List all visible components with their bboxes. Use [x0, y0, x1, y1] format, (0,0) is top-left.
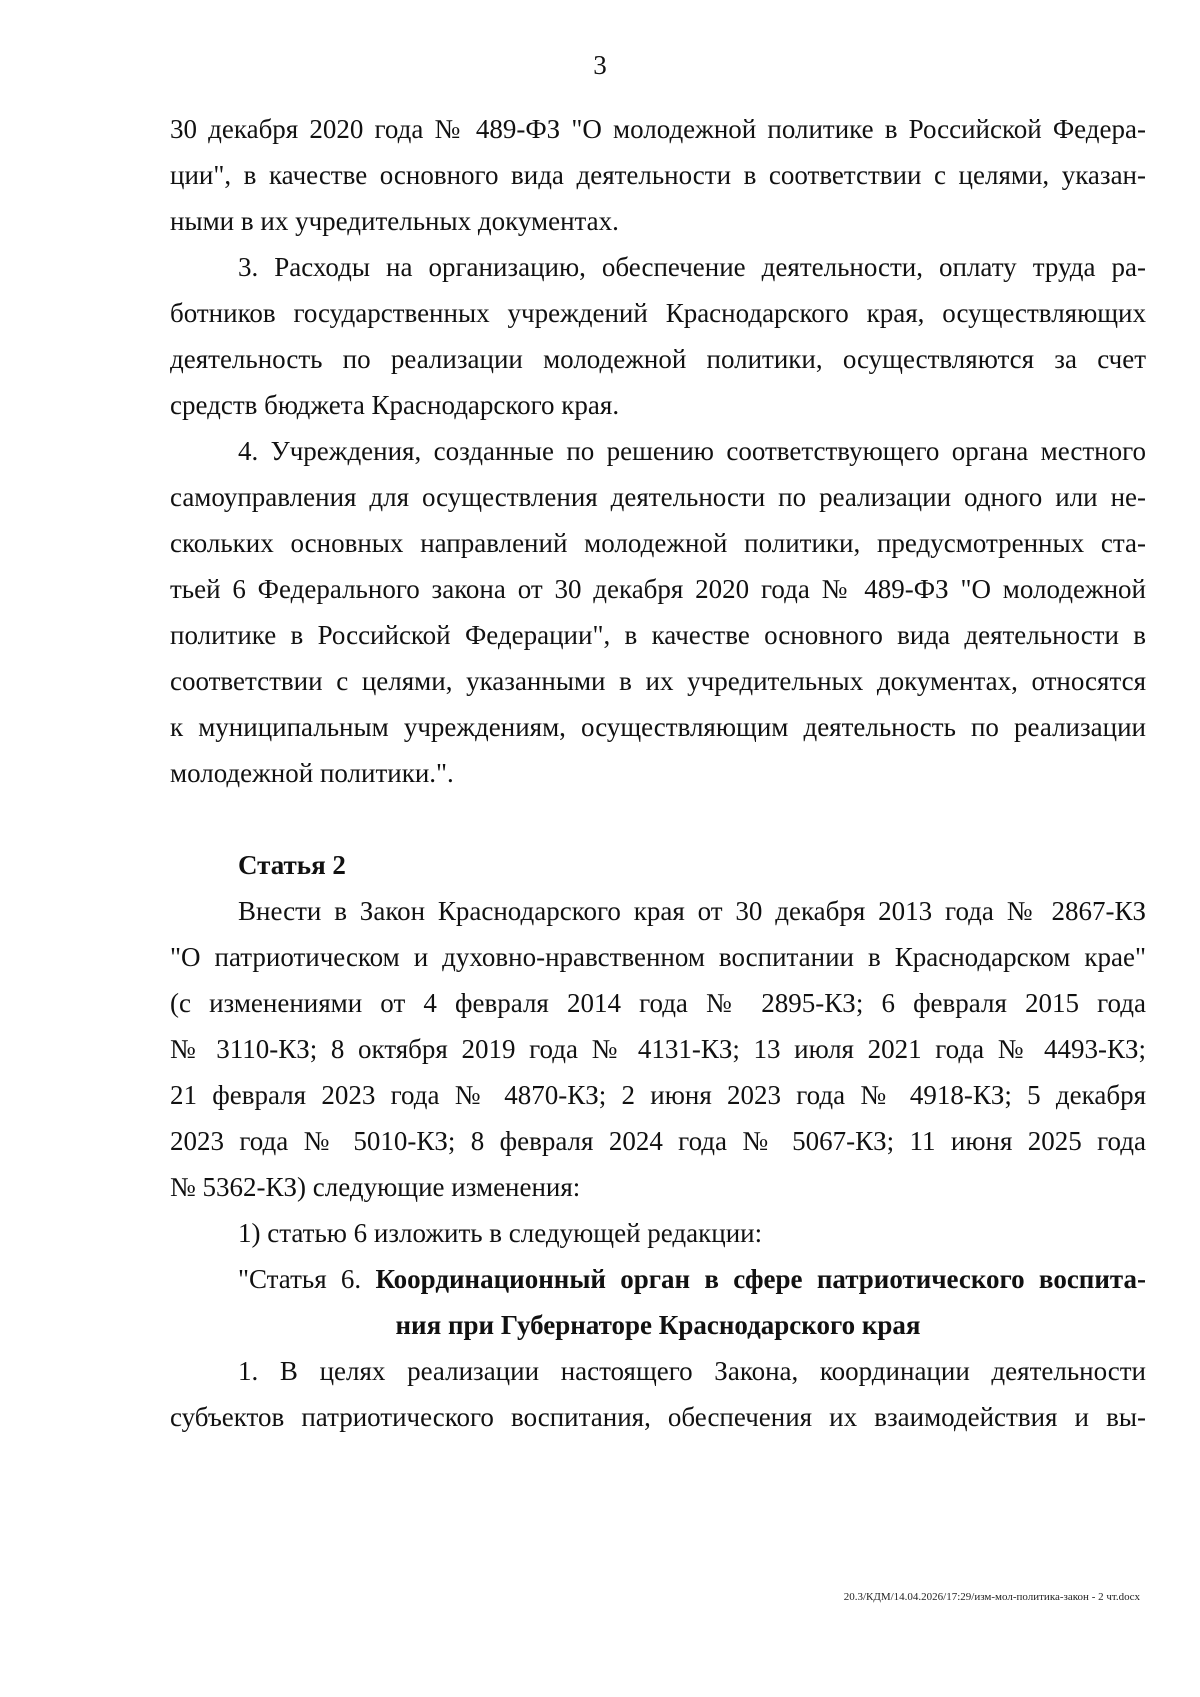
text-line: ботников государственных учреждений Краснодарского края, осуществляющих — [170, 298, 1146, 328]
text-line: тьей 6 Федерального закона от 30 декабря 2020 года № 489-ФЗ "О молодежной — [170, 574, 1146, 604]
text-line: 30 декабря 2020 года № 489-ФЗ "О молодежной политике в Российской Федера- — [170, 114, 1146, 144]
text-line: 4. Учреждения, созданные по решению соответствующего органа местного — [238, 436, 1146, 466]
text-line: 3. Расходы на организацию, обеспечение деятельности, оплату труда ра- — [238, 252, 1146, 282]
text-line: скольких основных направлений молодежной политики, предусмотренных ста- — [170, 528, 1146, 558]
page-number: 3 — [593, 50, 607, 80]
text-line: деятельность по реализации молодежной политики, осуществляются за счет — [170, 344, 1146, 374]
text-line: "О патриотическом и духовно-нравственном воспитании в Краснодарском крае" — [170, 942, 1146, 972]
article-6-heading — [238, 1261, 1146, 1297]
text-line: 21 февраля 2023 года № 4870-КЗ; 2 июня 2023 года № 4918-КЗ; 5 декабря — [170, 1080, 1146, 1110]
document-footer: 20.3/КДМ/14.04.2026/17:29/изм-мол-политика-закон - 2 чт.docx — [843, 1591, 1140, 1603]
text-line: (с изменениями от 4 февраля 2014 года № 2895-КЗ; 6 февраля 2015 года — [170, 988, 1146, 1018]
article-6-prefix: "Статья 6. — [238, 1264, 376, 1294]
text-line: субъектов патриотического воспитания, обеспечения их взаимодействия и вы- — [170, 1402, 1146, 1432]
text-line: ными в их учредительных документах. — [170, 206, 619, 236]
text-line: молодежной политики.". — [170, 758, 454, 788]
text-line: № 3110-КЗ; 8 октября 2019 года № 4131-КЗ; 13 июля 2021 года № 4493-КЗ; — [170, 1034, 1146, 1064]
article-6-title: Координационный орган в сфере патриотического воспита- — [375, 1264, 1146, 1294]
text-line: соответствии с целями, указанными в их учредительных документах, относятся — [170, 666, 1146, 696]
text-line: к муниципальным учреждениям, осуществляющим деятельность по реализации — [170, 712, 1146, 742]
text-line: Внести в Закон Краснодарского края от 30 декабря 2013 года № 2867-КЗ — [238, 896, 1146, 926]
article-heading: Статья 2 — [238, 850, 346, 880]
text-line: № 5362-КЗ) следующие изменения: — [170, 1172, 581, 1202]
text-line: 1) статью 6 изложить в следующей редакции: — [238, 1218, 763, 1248]
text-line: средств бюджета Краснодарского края. — [170, 390, 620, 420]
text-line: 2023 года № 5010-КЗ; 8 февраля 2024 года № 5067-КЗ; 11 июня 2025 года — [170, 1126, 1146, 1156]
text-line: 1. В целях реализации настоящего Закона, координации деятельности — [238, 1356, 1146, 1386]
article-6-title-continuation: ния при Губернаторе Краснодарского края — [395, 1310, 921, 1340]
text-line: политике в Российской Федерации", в качестве основного вида деятельности в — [170, 620, 1146, 650]
text-line: самоуправления для осуществления деятельности по реализации одного или не- — [170, 482, 1146, 512]
text-line: ции", в качестве основного вида деятельности в соответствии с целями, указан- — [170, 160, 1146, 190]
